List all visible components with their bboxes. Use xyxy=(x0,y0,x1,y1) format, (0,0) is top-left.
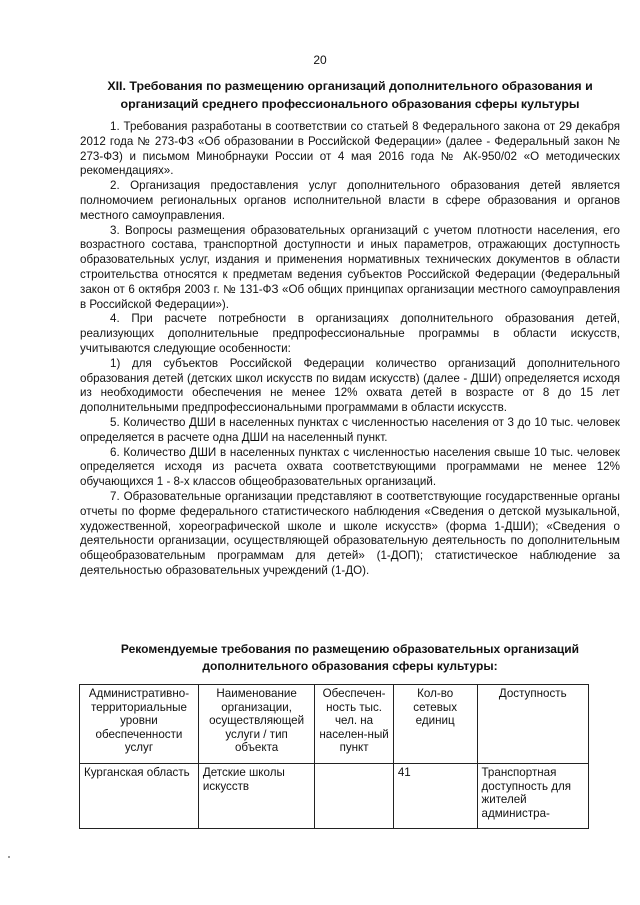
header-provision: Обеспечен-ность тыс. чел. на населен-ный пункт xyxy=(315,685,394,764)
cell-network-units: 41 xyxy=(393,764,477,829)
cell-accessibility: Транспортная доступность для жителей администра- xyxy=(477,764,589,829)
table-header-row xyxy=(80,685,589,764)
table-row xyxy=(80,764,589,829)
section-heading: XII. Требования по размещению организаций дополнительного образования и организаций среднего профессионального образования сферы культуры xyxy=(107,79,593,111)
requirements-table xyxy=(79,684,589,829)
paragraph-1: 1. Требования разработаны в соответствии со статьей 8 Федерального закона от 29 декабря 2012 года № 273-ФЗ «Об образовании в Российской Федерации» (далее - Федеральный закон № 273-ФЗ) и письмом Минобрнауки России от 4 мая 2016 года № АК-950/02 «О методических рекомендациях». xyxy=(80,120,620,178)
paragraph-6: 6. Количество ДШИ в населенных пунктах с численностью населения свыше 10 тыс. человек определяется исходя из расчета охвата соответствующими программами не менее 12% обучающихся 1 - 8-х классов общеобразовательных организаций. xyxy=(80,445,620,489)
body-text xyxy=(80,120,620,579)
cell-region: Курганская область xyxy=(80,764,199,829)
cell-provision xyxy=(315,764,394,829)
header-admin-levels: Административно-территориальные уровни обеспеченности услуг xyxy=(80,685,199,764)
cell-organization: Детские школы искусств xyxy=(198,764,314,829)
header-organization-name: Наименование организации, осуществляющей услуги / тип объекта xyxy=(198,685,314,764)
paragraph-4: 4. При расчете потребности в организациях дополнительного образования детей, реализующих дополнительные предпрофессиональные программы в области искусств, учитываются следующие особенности: xyxy=(80,312,620,355)
paragraph-4-1: 1) для субъектов Российской Федерации количество организаций дополнительного образования детей (детских школ искусств по видам искусств) (далее - ДШИ) определяется исходя из необходимости обеспечения не менее 12% охвата детей в возрасте от 8 до 15 лет дополнительными предпрофессиональными программами в области искусств. xyxy=(80,356,620,415)
header-network-units: Кол-во сетевых единиц xyxy=(393,685,477,764)
page-number: 20 xyxy=(313,53,327,67)
paragraph-5: 5. Количество ДШИ в населенных пунктах с численностью населения от 3 до 10 тыс. человек определяется в расчете одна ДШИ на населенный пункт. xyxy=(80,415,620,444)
paragraph-3: 3. Вопросы размещения образовательных организаций с учетом плотности населения, его возрастного состава, транспортной доступности и иных параметров, отражающих доступность образовательных услуг, издания и применения нормативных технических документов в области строительства относятся к предметам ведения субъектов Российской Федерации (Федеральный закон от 6 октября 2003 г. № 131-ФЗ «Об общих принципах организации местного самоуправления в Российской Федерации»). xyxy=(80,223,620,311)
recommended-requirements-heading: Рекомендуемые требования по размещению образовательных организаций дополнительного образования сферы культуры: xyxy=(120,642,580,673)
paragraph-2: 2. Организация предоставления услуг дополнительного образования детей является полномочием региональных органов исполнительной власти в сфере образования и органов местного самоуправления. xyxy=(80,179,620,222)
scan-speck xyxy=(8,856,10,858)
header-accessibility: Доступность xyxy=(477,685,589,764)
paragraph-7: 7. Образовательные организации представляют в соответствующие государственные органы отчеты по форме федерального статистического наблюдения «Сведения о детской музыкальной, художественной, хореографической школе и школе искусств» (форма 1-ДШИ); «Сведения о деятельности организации, осуществляющей образовательную деятельность по дополнительным общеобразовательным программам для детей» (1-ДОП); статистическое наблюдение за деятельностью образовательных учреждений (1-ДО). xyxy=(80,489,620,577)
